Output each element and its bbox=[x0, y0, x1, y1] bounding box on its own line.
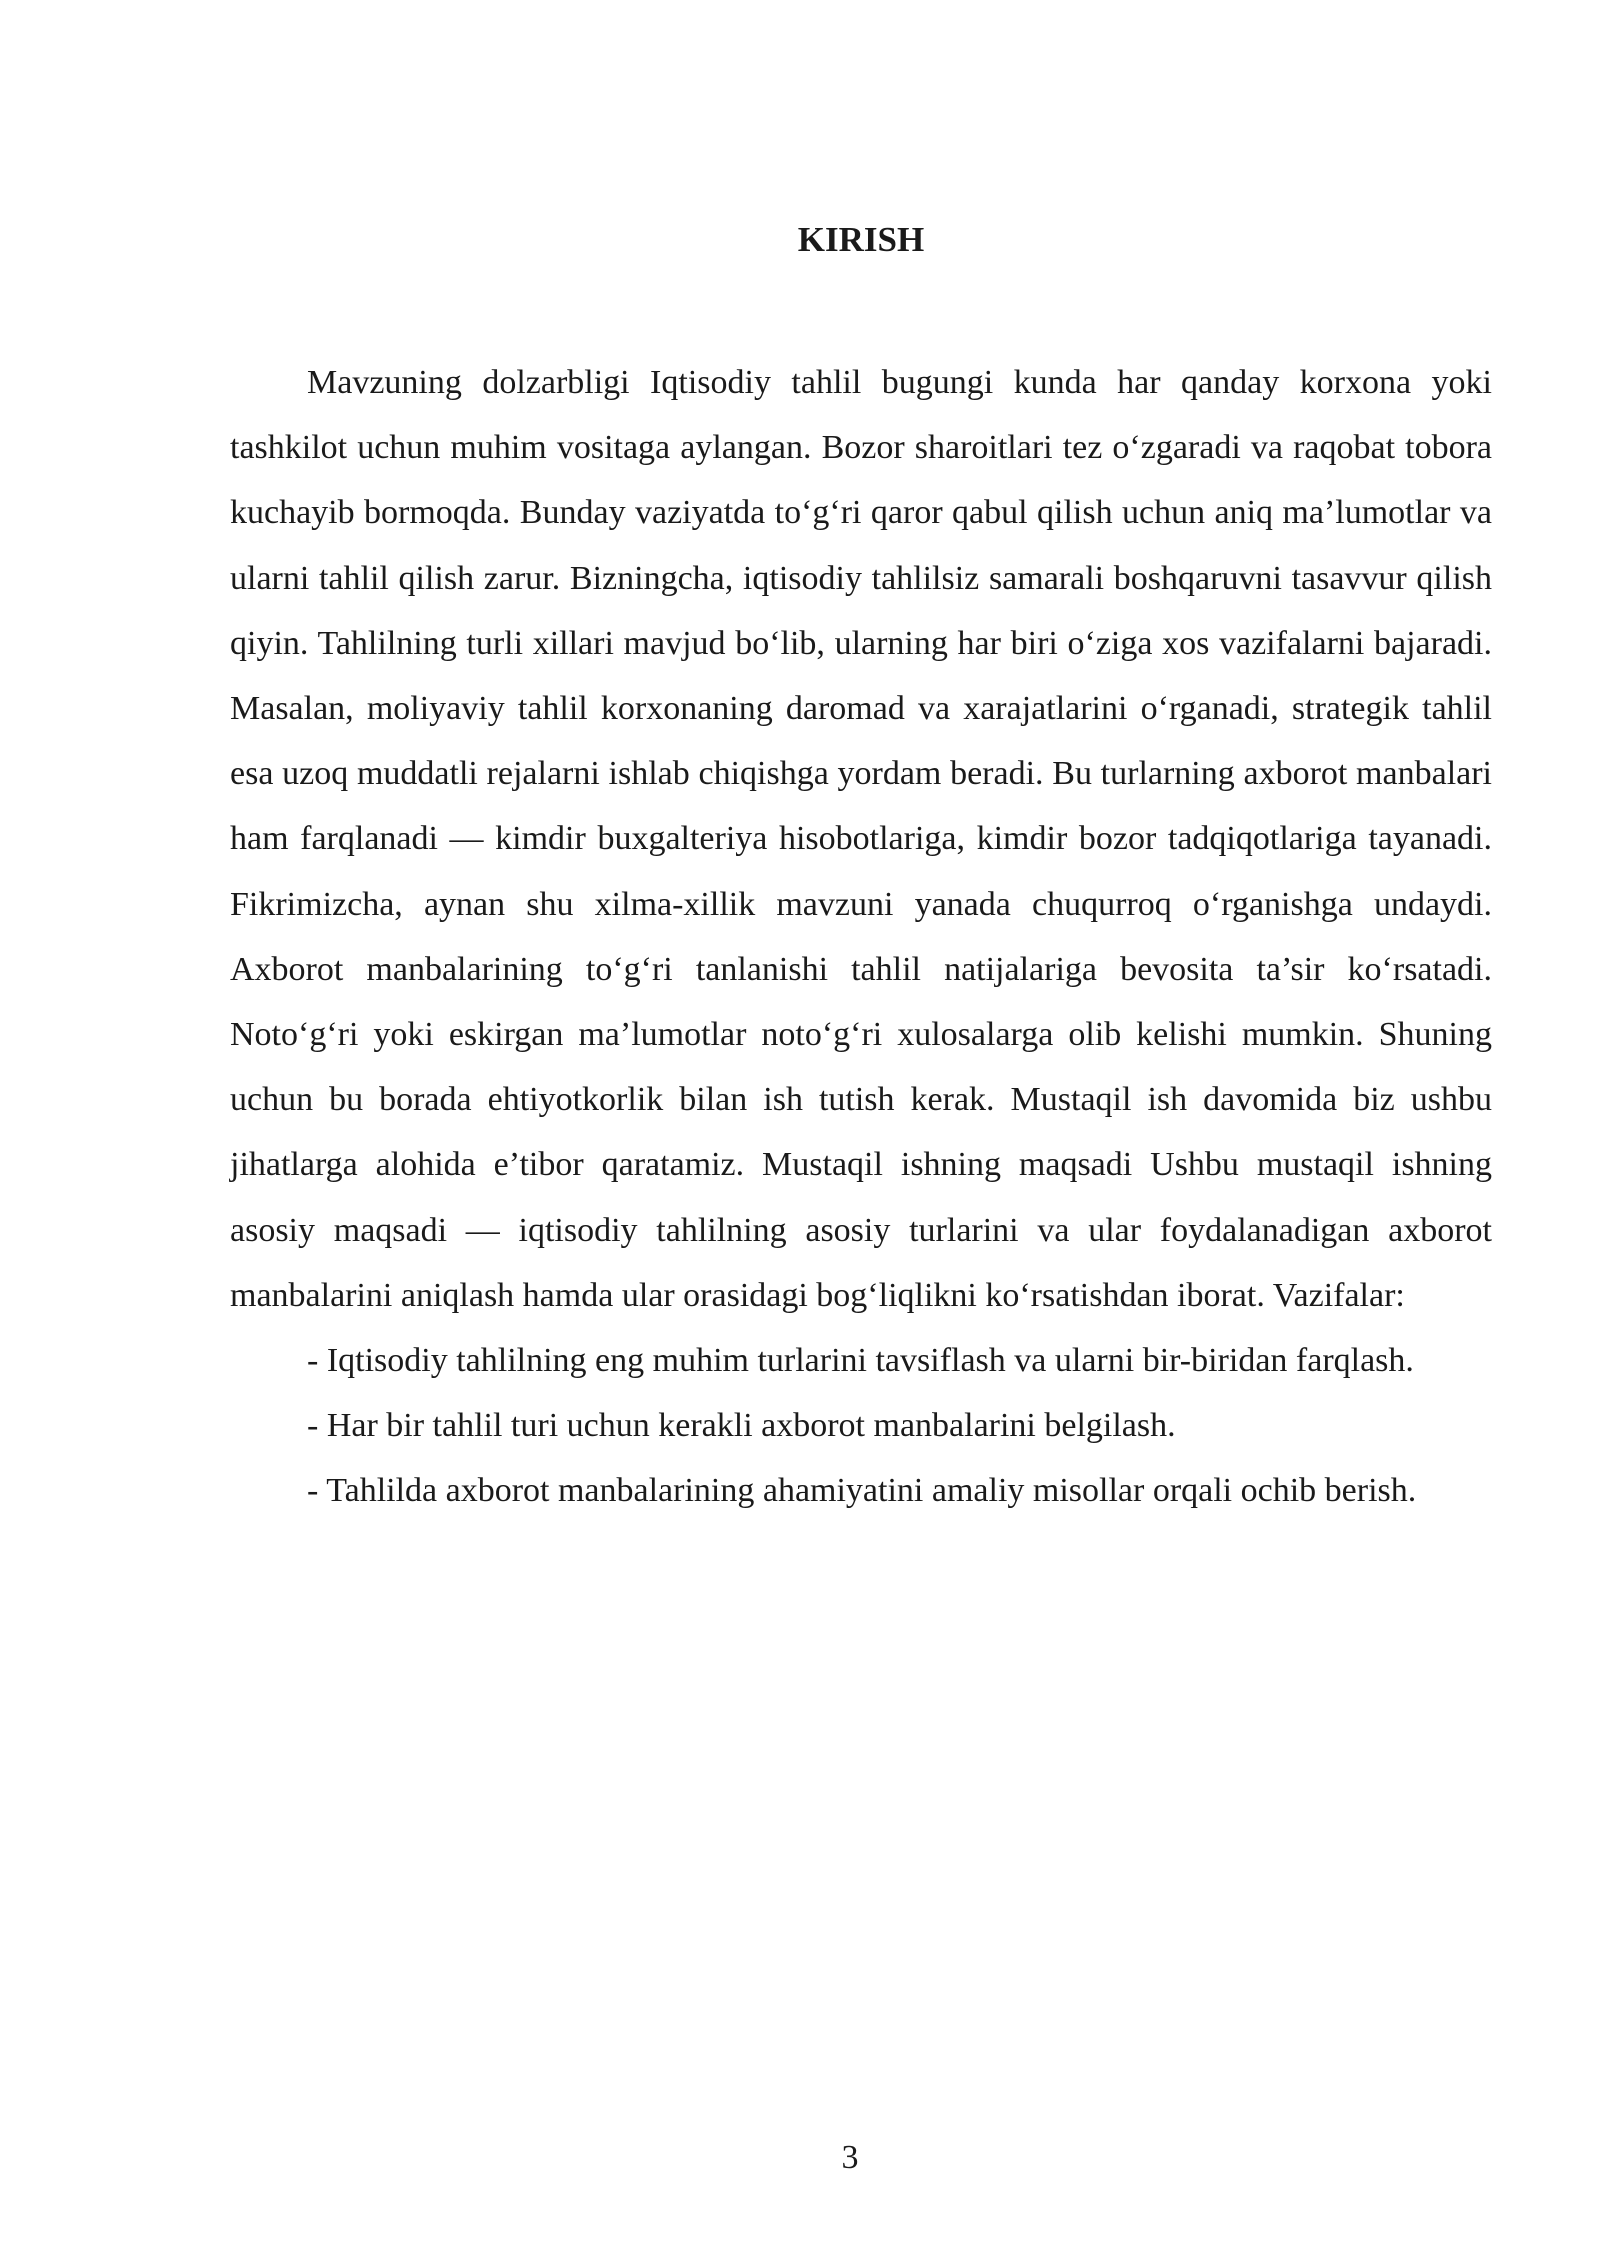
page-number: 3 bbox=[841, 2139, 859, 2176]
task-item-3: - Tahlilda axborot manbalarining ahamiyatini amaliy misollar orqali ochib berish. bbox=[307, 1472, 1417, 1510]
title-container bbox=[230, 218, 1492, 262]
page-title: KIRISH bbox=[797, 220, 925, 259]
body-text bbox=[230, 350, 1492, 1524]
paragraph-introduction: Mavzuning dolzarbligi Iqtisodiy tahlil bugungi kunda har qanday korxona yoki tashkilot uchun muhim vositaga aylangan. Bozor sharoitlari tez o‘zgaradi va raqobat tobora kuchayib bormoqda. Bunday vaziyatda to‘g‘ri qaror qabul qilish uchun aniq ma’lumotlar va ularni tahlil qilish zarur. Bizningcha, iqtisodiy tahlilsiz samarali boshqaruvni tasavvur qilish qiyin. Tahlilning turli xillari mavjud bo‘lib, ularning har biri o‘ziga xos vazifalarni bajaradi. Masalan, moliyaviy tahlil korxonaning daromad va xarajatlarini o‘rganadi, strategik tahlil esa uzoq muddatli rejalarni ishlab chiqishga yordam beradi. Bu turlarning axborot manbalari ham farqlanadi — kimdir buxgalteriya hisobotlariga, kimdir bozor tadqiqotlariga tayanadi. Fikrimizcha, aynan shu xilma-xillik mavzuni yanada chuqurroq o‘rganishga undaydi. Axborot manbalarining to‘g‘ri tanlanishi tahlil natijalariga bevosita ta’sir ko‘rsatadi. Noto‘g‘ri yoki eskirgan ma’lumotlar noto‘g‘ri xulosalarga olib kelishi mumkin. Shuning uchun bu borada ehtiyotkorlik bilan ish tutish kerak. Mustaqil ish davomida biz ushbu jihatlarga alohida e’tibor qaratamiz. Mustaqil ishning maqsadi Ushbu mustaqil ishning asosiy maqsadi — iqtisodiy tahlilning asosiy turlarini va ular foydalanadigan axborot manbalarini aniqlash hamda ular orasidagi bog‘liqlikni ko‘rsatishdan iborat. Vazifalar: bbox=[230, 364, 1492, 1314]
task-item-1: - Iqtisodiy tahlilning eng muhim turlarini tavsiflash va ularni bir-biridan farqlash. bbox=[307, 1342, 1414, 1380]
task-item-2: - Har bir tahlil turi uchun kerakli axborot manbalarini belgilash. bbox=[307, 1407, 1176, 1445]
